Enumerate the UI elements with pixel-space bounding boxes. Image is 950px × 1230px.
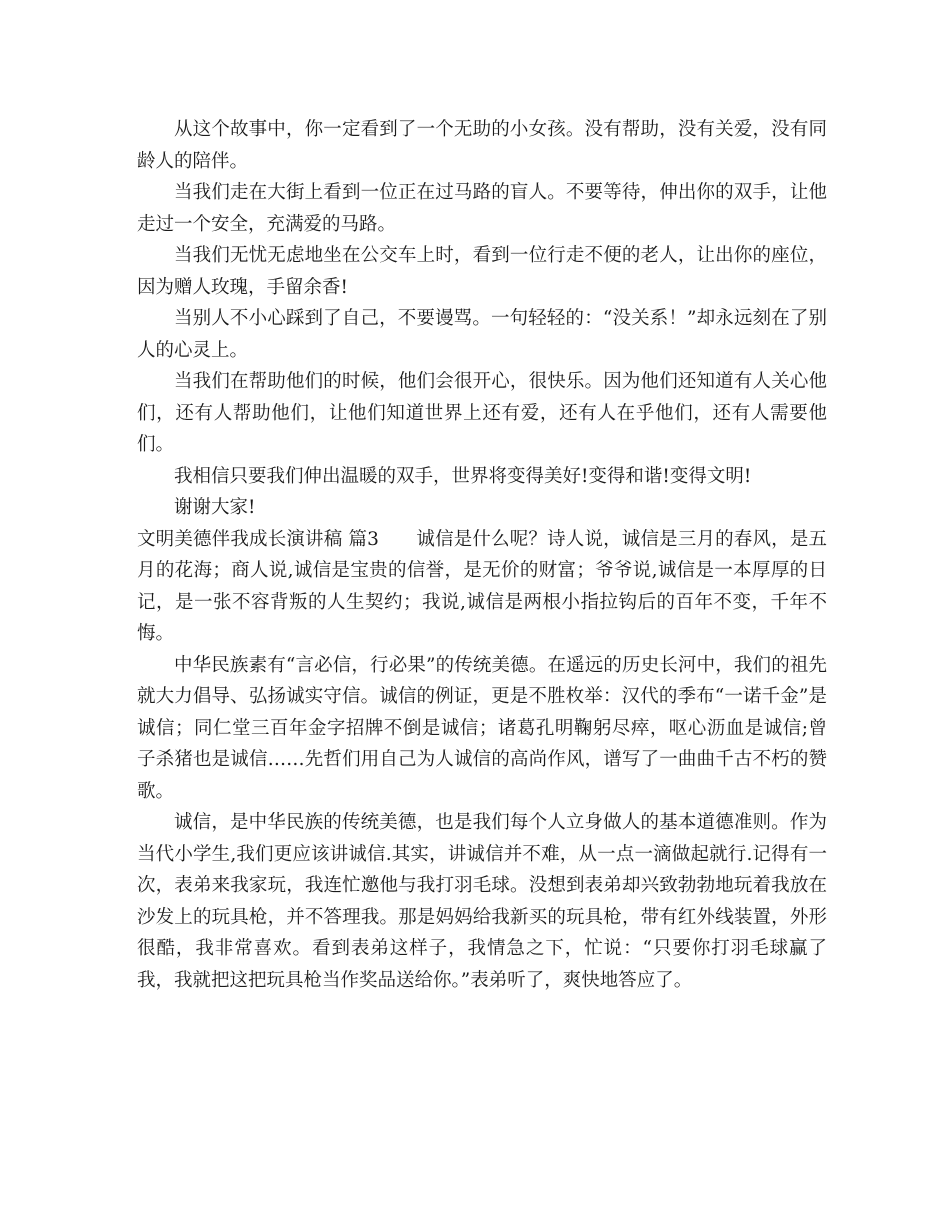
paragraph-6: 我相信只要我们伸出温暖的双手，世界将变得美好!变得和谐!变得文明! bbox=[174, 465, 752, 487]
section-heading-paragraph: 文明美德伴我成长演讲稿 篇3 诚信是什么呢？诗人说，诚信是三月的春风，是五月的花海；商人说,诚信是宝贵的信誉，是无价的财富；爷爷说,诚信是一本厚厚的日记，是一张不容背叛的人生契约；我说,诚信是两根小指拉钩后的百年不变，千年不悔。 bbox=[137, 528, 827, 644]
paragraph-4: 当别人不小心踩到了自己，不要谩骂。一句轻轻的：“没关系！”却永远刻在了别人的心灵上。 bbox=[137, 308, 827, 361]
paragraph-5: 当我们在帮助他们的时候，他们会很开心，很快乐。因为他们还知道有人关心他们，还有人帮助他们，让他们知道世界上还有爱，还有人在乎他们，还有人需要他们。 bbox=[137, 371, 827, 455]
paragraph-1: 从这个故事中，你一定看到了一个无助的小女孩。没有帮助，没有关爱，没有同龄人的陪伴。 bbox=[137, 119, 827, 172]
paragraph-2: 当我们走在大街上看到一位正在过马路的盲人。不要等待，伸出你的双手，让他走过一个安全，充满爱的马路。 bbox=[137, 182, 827, 235]
paragraph-9: 中华民族素有“言必信，行必果”的传统美德。在遥远的历史长河中，我们的祖先就大力倡导、弘扬诚实守信。诚信的例证，更是不胜枚举：汉代的季布“一诺千金”是诚信；同仁堂三百年金字招牌不倒是诚信；诸葛孔明鞠躬尽瘁，呕心沥血是诚信;曾子杀猪也是诚信……先哲们用自己为人诚信的高尚作风，谱写了一曲曲千古不朽的赞歌。 bbox=[137, 654, 827, 802]
document-body bbox=[137, 114, 827, 996]
paragraph-7: 谢谢大家! bbox=[174, 497, 256, 518]
paragraph-3: 当我们无忧无虑地坐在公交车上时，看到一位行走不便的老人，让出你的座位，因为赠人玫瑰，手留余香! bbox=[137, 245, 827, 298]
paragraph-10: 诚信，是中华民族的传统美德，也是我们每个人立身做人的基本道德准则。作为当代小学生,我们更应该讲诚信.其实，讲诚信并不难，从一点一滴做起就行.记得有一次，表弟来我家玩，我连忙邀他与我打羽毛球。没想到表弟却兴致勃勃地玩着我放在沙发上的玩具枪，并不答理我。那是妈妈给我新买的玩具枪，带有红外线装置，外形很酷，我非常喜欢。看到表弟这样子，我情急之下，忙说：“只要你打羽毛球赢了我，我就把这把玩具枪当作奖品送给你。”表弟听了，爽快地答应了。 bbox=[137, 812, 827, 991]
